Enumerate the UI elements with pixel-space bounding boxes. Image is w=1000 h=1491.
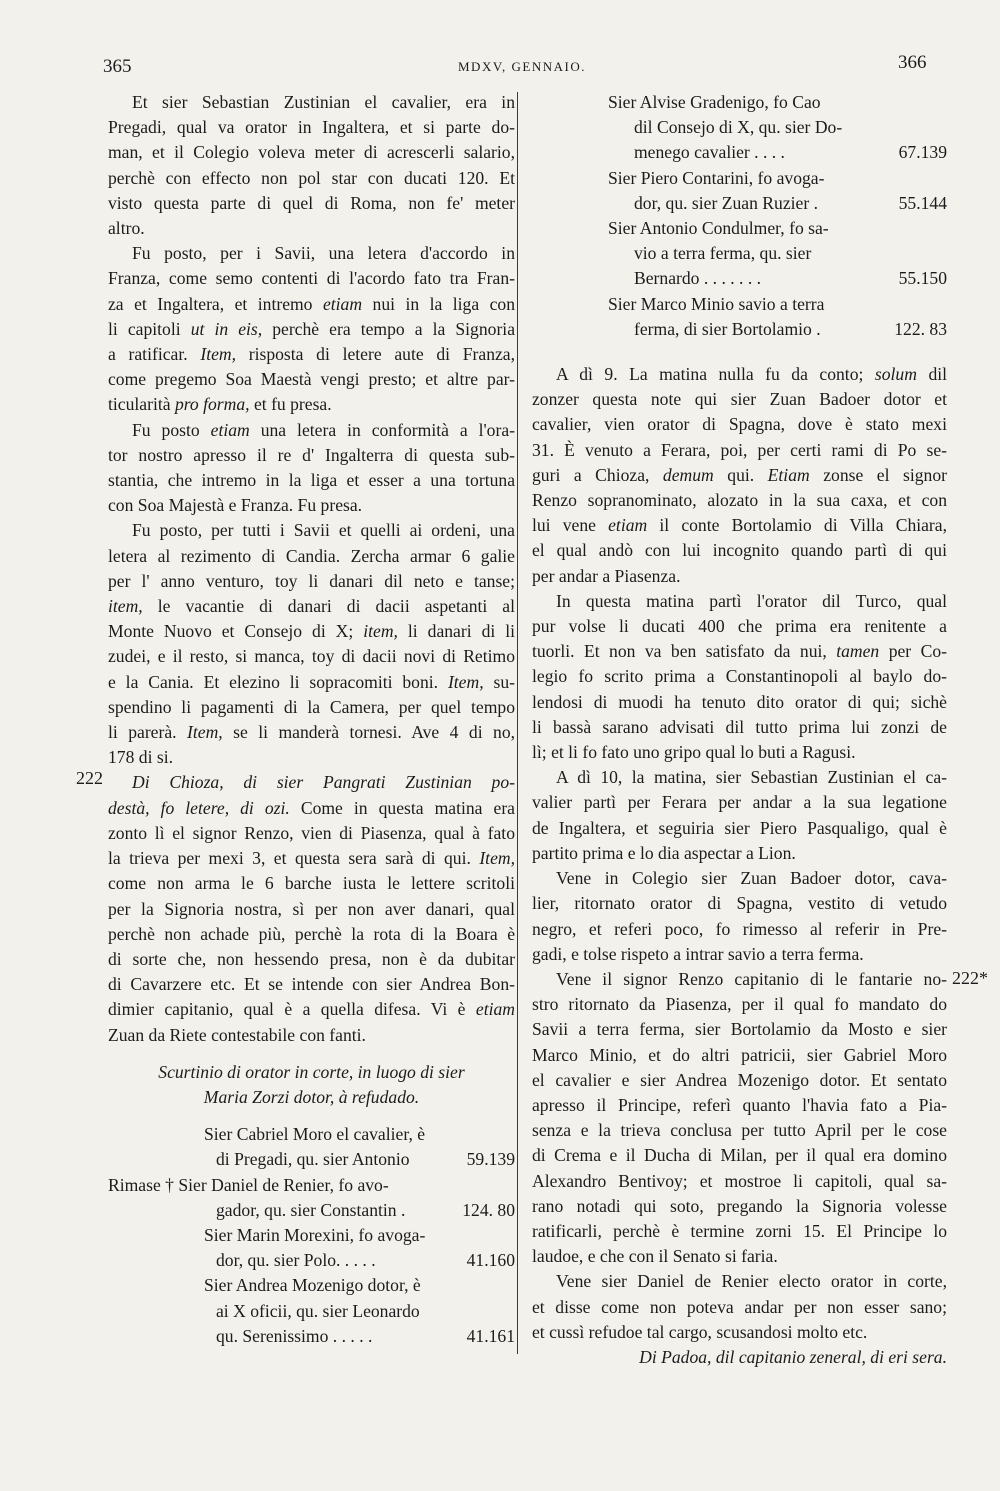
paragraph [532,362,947,589]
text-line: 178 di si. [108,747,174,768]
text-line: altro. [108,218,145,239]
paragraph [532,589,947,765]
vote-result: 55.144 [898,192,947,213]
text-line: In questa matina partì l'orator dil Turco, qual [556,590,947,611]
text-line: et cussì refudoe tal cargo, scusandosi molto etc. [532,1321,868,1342]
text-line: tor nostro apresso il re d' Ingalterra di questa sub- [108,444,515,465]
text-line: Franza, come semo contenti di l'acordo fato tra Fran- [108,268,515,289]
paragraph [532,765,947,866]
text-line: zonto lì el signor Renzo, vien di Piasenza, qual à fato [108,822,515,843]
text-line: lier, ritornato orator di Spagna, vestito di vetudo [532,893,947,914]
text-line: zonzer questa note qui sier Zuan Badoer dotor et [532,389,947,410]
text-line: Sier Antonio Condulmer, fo sa- [608,218,829,239]
text-line: di sorte che, non hessendo presa, non è da dubitar [108,948,515,969]
text-line: Marco Minio, et do altri patricii, sier Gabriel Moro [532,1044,947,1065]
text-line: Renzo sopranominato, alozato in la sua caxa, et con [532,490,947,511]
text-line: vio a terra ferma, qu. sier [634,243,812,264]
text-line: cavalier, vien orator di Spagna, dove è stato mexi [532,414,947,435]
text-line: ticularità pro forma, et fu presa. [108,394,332,415]
text-line: Pregadi, qual va orator in Ingaltera, et si parte do- [108,117,515,138]
text-line: A dì 9. La matina nulla fu da conto; solum dil [556,364,948,385]
text-line: legio fo scrito prima a Constantinopoli al baylo do- [532,666,947,687]
vote-line: dor, qu. sier Zuan Ruzier . 55.144 [532,191,947,216]
paragraph [108,241,515,417]
vote-result: 122. 83 [894,318,947,339]
vote-line: ferma, di sier Bortolamio . 122. 83 [532,317,947,342]
text-line: Rimase † Sier Daniel de Renier, fo avo- [108,1174,389,1195]
page-number-right: 366 [898,52,927,73]
vote-result: 41.161 [466,1325,515,1346]
section-heading [108,1060,515,1110]
page-header [0,52,1000,82]
text-line: Fu posto, per tutti i Savii et quelli ai ordeni, una [132,520,515,541]
running-title: MDXV, GENNAIO. [458,59,587,74]
text-line: zudei, e il resto, si manca, toy di dacii novi di Retimo [108,646,515,667]
text-line: come non arma le 6 barche iusta le lettere scritoli [108,873,515,894]
text-line: di Cavarzere etc. Et se intende con sier Andrea Bon- [108,974,515,995]
text-line: destà, fo letere, di ozi. Come in questa matina era [108,797,515,818]
text-line: Alexandro Bentivoy; et mostroe li capitoli, qual sa- [532,1170,947,1191]
text-line: per l' anno venturo, toy li danari dil neto e tanse; [108,570,515,591]
margin-marker-left: 222 [76,768,103,788]
paragraph [532,1269,947,1345]
vote-line: qu. Serenissimo . . . . . 41.161 [108,1324,515,1349]
text-line: apresso il Principe, referì quanto l'havia fato a Pia- [532,1094,947,1115]
text-line: e la Cania. Et elezino li sopracomiti boni. Item, su- [108,671,516,692]
text-line: et disse come non poteva andar per non esser sano; [532,1296,947,1317]
paragraph [108,418,515,519]
text-line: con Soa Majestà e Franza. Fu presa. [108,495,363,516]
text-line: Fu posto, per i Savii, una letera d'accordo in [132,243,515,264]
text-line: valier partì per Ferara per andar a la sua legatione [532,792,947,813]
text-line: A dì 10, la matina, sier Sebastian Zustinian el ca- [556,767,947,788]
text-line: negro, et referi poco, fo rimesso al referir in Pre- [532,918,947,939]
vote-entry [532,166,947,216]
text-line: item, le vacantie di danari di dacii aspetanti al [108,596,515,617]
paragraph [532,866,947,967]
vote-result: 67.139 [898,142,947,163]
text-line: come pregemo Soa Maestà vengi presto; et altre par- [108,369,515,390]
text-line: Sier Alvise Gradenigo, fo Cao [608,92,821,112]
text-line: Savii a terra ferma, sier Bortolamio da Mosto e sier [532,1019,947,1040]
vote-entry [532,90,947,166]
vote-entry [532,216,947,292]
text-line: gadi, e tolse rispeto a intrar savio a terra ferma. [532,943,864,964]
right-column [532,90,947,1370]
text-line: a ratificar. Item, risposta di letere aute di Franza, [108,344,516,365]
text-line: laudoe, e che con il Senato si faria. [532,1246,778,1267]
vote-entry [108,1223,515,1273]
text-line: de Ingaltera, et seguiria sier Piero Pasqualigo, qual è [532,817,947,838]
text-line: Vene sier Daniel de Renier electo orator in corte, [556,1271,947,1292]
text-line: perchè con effecto non pol star con ducati 120. Et [108,167,515,188]
text-line: partito prima e lo dia aspectar a Lion. [532,842,796,863]
text-line: perchè non achade più, perchè la rota di la Boara è [108,923,515,944]
vote-result: 124. 80 [462,1199,515,1220]
page-number-left: 365 [103,56,132,77]
vote-result: 55.150 [898,268,947,289]
text-line: Sier Cabriel Moro el cavalier, è [204,1124,426,1145]
column-divider [517,92,518,1354]
text-line: Sier Andrea Mozenigo dotor, è [204,1275,421,1296]
text-line: guri a Chioza, demum qui. Etiam zonse el signor [532,464,947,485]
text-line: lui vene etiam il conte Bortolamio di Villa Chiara, [532,515,948,536]
paragraph [108,90,515,241]
left-column [108,90,515,1349]
vote-line: gador, qu. sier Constantin . 124. 80 [108,1198,515,1223]
text-line: lì; et li fo fato uno gripo qual lo buti a Ragusi. [532,742,856,763]
vote-entry [108,1122,515,1172]
text-line: li parerà. Item, se li manderà tornesi. Ave 4 di no, [108,722,516,743]
text-line: Sier Marin Morexini, fo avoga- [204,1224,426,1245]
vote-list [532,90,947,342]
paragraph [108,518,515,770]
text-line: stro ritornato da Piasenza, per il qual fo mandato do [532,994,947,1015]
text-line: Vene il signor Renzo capitanio di le fantarie no- [556,968,947,989]
text-line: pur volse li ducati 400 che prima era renitente a [532,616,947,637]
text-line: per andar a Piasenza. [532,565,681,586]
vote-entry [108,1173,515,1223]
text-line: li bassà sarano advisati dil tutto prima lui zonzi de [532,716,947,737]
vote-entry [108,1273,515,1349]
text-line: stantia, che intremo in la liga et esser a una tortuna [108,470,515,491]
vote-line: Bernardo . . . . . . . 55.150 [532,266,947,291]
text-line: per la Signoria nostra, sì per non aver danari, qual [108,898,515,919]
text-line: la trieva per mexi 3, et questa sera sarà di qui. Item, [108,848,515,869]
text-line: 31. È venuto a Ferara, poi, per certi rami di Po se- [532,439,947,460]
text-line: senza e la trieva conclusa per tutto April per le cose [532,1120,947,1141]
text-line: Zuan da Riete contestabile con fanti. [108,1024,366,1045]
text-line: di Crema e il Ducha di Milan, per il qual era domino [532,1145,947,1166]
vote-line: menego cavalier . . . . 67.139 [532,140,947,165]
margin-marker-right: 222* [952,968,988,988]
paragraph [108,770,515,1047]
text-line: Sier Marco Minio savio a terra [608,293,825,314]
vote-line: dor, qu. sier Polo. . . . . 41.160 [108,1248,515,1273]
vote-result: 59.139 [466,1149,515,1170]
vote-list [108,1122,515,1349]
paragraph [532,967,947,1269]
text-line: Monte Nuovo et Consejo di X; item, li danari di li [108,621,515,642]
text-line: Fu posto etiam una letera in conformità a l'ora- [132,419,516,440]
text-line: visto questa parte di quel di Roma, non fe' meter [108,192,515,213]
text-line: el qual andò con lui incognito quando partì di qui [532,540,947,561]
text-line: spendino li pagamenti di la Camera, per quel tempo [108,696,515,717]
text-line: rano notadi qui soto, pregando la Signoria volesse [532,1195,947,1216]
text-line: man, et il Colegio voleva meter di acrescerli salario, [108,142,515,163]
section-heading: Di Padoa, dil capitanio zeneral, di eri sera. [639,1346,947,1367]
text-line: lendosi di muodi ha tenuto dito orator di qui; sichè [532,691,947,712]
text-line: dil Consejo di X, qu. sier Do- [634,117,843,138]
vote-entry [532,292,947,342]
heading-line: Scurtinio di orator in corte, in luogo di sier [158,1061,465,1082]
text-line: Di Chioza, di sier Pangrati Zustinian po- [132,772,515,793]
text-line: Sier Piero Contarini, fo avoga- [608,167,825,188]
text-line: li capitoli ut in eis, perchè era tempo a la Signoria [108,318,516,339]
text-line: za et Ingaltera, et intremo etiam nui in la liga con [108,293,515,314]
elected-mark: Rimase † [108,1174,174,1195]
text-line: Et sier Sebastian Zustinian el cavalier, era in [132,92,515,112]
text-line: el cavalier e sier Andrea Mozenigo dotor. Et sentato [532,1069,947,1090]
vote-line: di Pregadi, qu. sier Antonio 59.139 [108,1147,515,1172]
text-line: dimier capitanio, qual è a quella difesa. Vi è etiam [108,999,515,1020]
text-line: Vene in Colegio sier Zuan Badoer dotor, cava- [556,868,947,889]
text-line: ai X oficii, qu. sier Leonardo [216,1300,420,1321]
text-line: tuorli. Et non va ben satisfato da nui, tamen per Co- [532,641,947,662]
text-line: ratificarli, perchè è termine zorni 15. El Principe lo [532,1220,947,1241]
text-line: letera al rezimento di Candia. Zercha armar 6 galie [108,545,515,566]
heading-line: Maria Zorzi dotor, à refudado. [203,1086,420,1107]
vote-result: 41.160 [466,1250,515,1271]
